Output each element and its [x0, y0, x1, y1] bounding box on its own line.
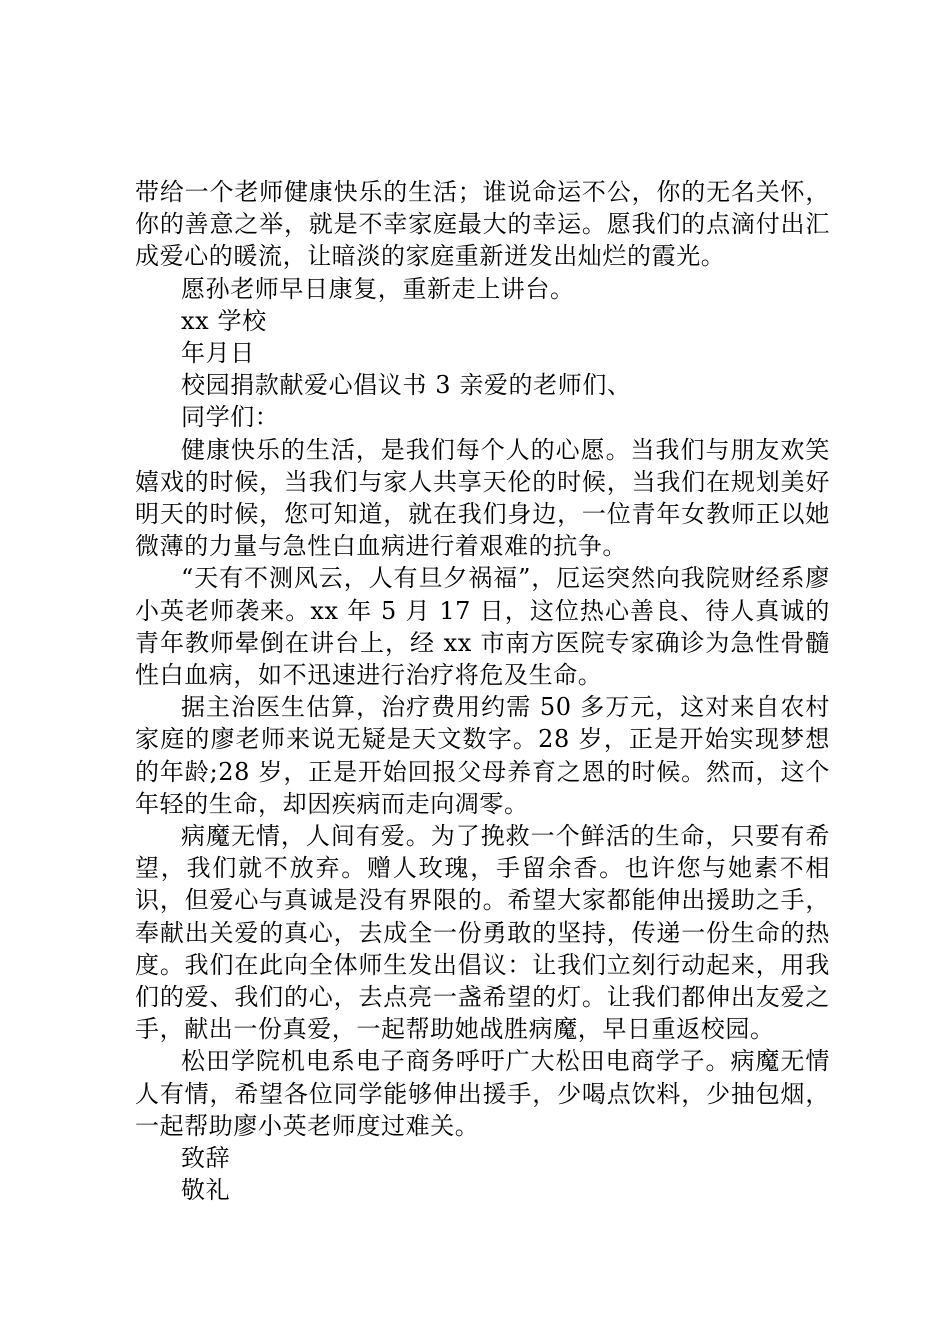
- paragraph-incident: “天有不测风云，人有旦夕祸福”，厄运突然向我院财经系廖小英老师袭来。xx 年 5 月 17 日，这位热心善良、待人真诚的青年教师晕倒在讲台上，经 xx 市南方医院专家确诊为急性骨髓性白血病，如不迅速进行治疗将危及生命。: [135, 564, 830, 690]
- paragraph-wish: 愿孙老师早日康复，重新走上讲台。: [181, 274, 575, 303]
- paragraph-call: 松田学院机电系电子商务呼吁广大松田电商学子。病魔无情人有情，希望各位同学能够伸出援手，少喝点饮料，少抽包烟，一起帮助廖小英老师度过难关。: [135, 1047, 830, 1140]
- signature-date: 年月日: [181, 339, 255, 368]
- closing-line: 致辞: [181, 1144, 231, 1173]
- document-body: [135, 176, 830, 1207]
- closing-regards: 敬礼: [181, 1176, 231, 1205]
- paragraph-continuation: 带给一个老师健康快乐的生活；谁说命运不公，你的无名关怀，你的善意之举，就是不幸家庭最大的幸运。愿我们的点滴付出汇成爱心的暖流，让暗淡的家庭重新迸发出灿烂的霞光。: [135, 178, 830, 271]
- salutation: 同学们：: [181, 403, 280, 432]
- signature-school: xx 学校: [181, 306, 267, 335]
- paragraph-cost: 据主治医生估算，治疗费用约需 50 多万元，这对来自农村家庭的廖老师来说无疑是天文数字。28 岁，正是开始实现梦想的年龄;28 岁，正是开始回报父母养育之恩的时候。然而，这个年轻的生命，却因疾病而走向凋零。: [135, 693, 830, 818]
- paragraph-intro: 健康快乐的生活，是我们每个人的心愿。当我们与朋友欢笑嬉戏的时候，当我们与家人共享天伦的时候，当我们在规划美好明天的时候，您可知道，就在我们身边，一位青年女教师正以她微薄的力量与急性白血病进行着艰难的抗争。: [135, 435, 830, 561]
- section-title: 校园捐款献爱心倡议书 3 亲爱的老师们、: [181, 371, 632, 400]
- paragraph-appeal: 病魔无情，人间有爱。为了挽救一个鲜活的生命，只要有希望，我们就不放弃。赠人玫瑰，手留余香。也许您与她素不相识，但爱心与真诚是没有界限的。希望大家都能伸出援助之手，奉献出关爱的真心，去成全一份勇敢的坚持，传递一份生命的热度。我们在此向全体师生发出倡议：让我们立刻行动起来，用我们的爱、我们的心，去点亮一盏希望的灯。让我们都伸出友爱之手，献出一份真爱，一起帮助她战胜病魔，早日重返校园。: [135, 822, 830, 1044]
